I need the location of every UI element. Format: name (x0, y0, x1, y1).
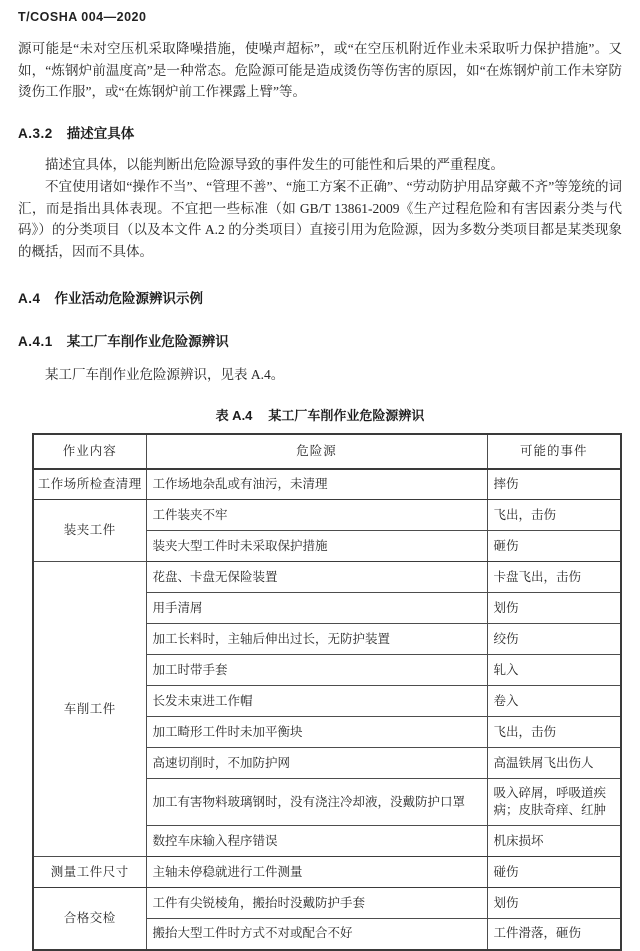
section-title: 描述宜具体 (66, 125, 135, 141)
activity-cell: 测量工件尺寸 (33, 857, 146, 888)
paragraph-describe: 描述宜具体，以能判断出危险源导致的事件发生的可能性和后果的严重程度。 (45, 156, 504, 172)
hazard-cell: 加工畸形工件时未加平衡块 (146, 717, 487, 748)
paragraph-continuation: 源可能是“未对空压机采取降噪措施，使噪声超标”，或“在空压机附近作业未采取听力保护措施”。又如，“炼钢炉前温度高”是一种常态。危险源可能是造成烫伤等伤害的原因，如“在炼钢炉前工作未穿防烫伤工作服”，或“在炼钢炉前工作裸露上臂”等。 (18, 41, 622, 99)
event-cell: 划伤 (487, 888, 621, 919)
event-cell: 机床损坏 (487, 826, 621, 857)
column-header-hazard: 危险源 (146, 434, 487, 469)
section-heading-a4 (18, 287, 622, 307)
hazard-cell: 工件装夹不牢 (146, 500, 487, 531)
hazard-cell: 搬抬大型工件时方式不对或配合不好 (146, 919, 487, 950)
table-caption (18, 405, 622, 424)
section-heading-a32 (18, 122, 622, 142)
activity-cell: 合格交检 (33, 888, 146, 950)
event-cell: 飞出，击伤 (487, 717, 621, 748)
hazard-cell: 加工长料时，主轴后伸出过长，无防护装置 (146, 624, 487, 655)
event-cell: 卷入 (487, 686, 621, 717)
section-title: 作业活动危险源辨识示例 (54, 291, 204, 306)
doc-number: T/COSHA 004—2020 (18, 10, 147, 24)
column-header-event: 可能的事件 (487, 434, 621, 469)
hazard-cell: 加工时带手套 (146, 655, 487, 686)
hazard-cell: 数控车床输入程序错误 (146, 826, 487, 857)
section-heading-a41 (18, 330, 622, 350)
table-row (33, 500, 621, 531)
hazard-identification-table (32, 433, 622, 951)
paragraph-not-suitable: 不宜使用诸如“操作不当”、“管理不善”、“施工方案不正确”、“劳动防护用品穿戴不齐”等笼统的词汇，而是指出具体表现。不宜把一些标准（如 GB/T 13861-2009《生产过程危险和有害因素分类与代码》）的分类项目（以及本文件 A.2 的分类项目）直接引用为危险源，因为多数分类项目都是某类现象的概括，因而不具体。 (18, 179, 622, 259)
hazard-cell: 工件有尖锐棱角，搬抬时没戴防护手套 (146, 888, 487, 919)
event-cell: 飞出，击伤 (487, 500, 621, 531)
event-cell: 高温铁屑飞出伤人 (487, 748, 621, 779)
event-cell: 绞伤 (487, 624, 621, 655)
hazard-cell: 加工有害物料玻璃钢时，没有浇注冷却液，没戴防护口罩 (146, 779, 487, 826)
hazard-cell: 长发未束进工作帽 (146, 686, 487, 717)
hazard-cell: 主轴未停稳就进行工件测量 (146, 857, 487, 888)
section-number: A.4 (18, 291, 41, 306)
table-row (33, 469, 621, 500)
hazard-cell: 花盘、卡盘无保险装置 (146, 562, 487, 593)
event-cell: 卡盘飞出，击伤 (487, 562, 621, 593)
hazard-cell: 工作场地杂乱或有油污，未清理 (146, 469, 487, 500)
event-cell: 碰伤 (487, 857, 621, 888)
paragraph-see-table: 某工厂车削作业危险源辨识，见表 A.4。 (45, 367, 285, 382)
table-row (33, 857, 621, 888)
activity-cell: 车削工件 (33, 562, 146, 857)
event-cell: 工件滑落，砸伤 (487, 919, 621, 950)
section-number: A.3.2 (18, 125, 53, 141)
table-header-row (33, 434, 621, 469)
activity-cell: 工作场所检查清理 (33, 469, 146, 500)
event-cell: 砸伤 (487, 531, 621, 562)
activity-cell: 装夹工件 (33, 500, 146, 562)
section-title: 某工厂车削作业危险源辨识 (66, 334, 229, 349)
hazard-cell: 装夹大型工件时未采取保护措施 (146, 531, 487, 562)
section-number: A.4.1 (18, 334, 53, 349)
hazard-cell: 用手清屑 (146, 593, 487, 624)
event-cell: 吸入碎屑，呼吸道疾病；皮肤奇痒、红肿 (487, 779, 621, 826)
table-row (33, 562, 621, 593)
column-header-activity: 作业内容 (33, 434, 146, 469)
table-caption-label: 表 A.4 (215, 407, 253, 423)
table-row (33, 888, 621, 919)
table-caption-title: 某工厂车削作业危险源辨识 (268, 407, 425, 423)
hazard-cell: 高速切削时，不加防护网 (146, 748, 487, 779)
event-cell: 轧入 (487, 655, 621, 686)
event-cell: 划伤 (487, 593, 621, 624)
event-cell: 摔伤 (487, 469, 621, 500)
